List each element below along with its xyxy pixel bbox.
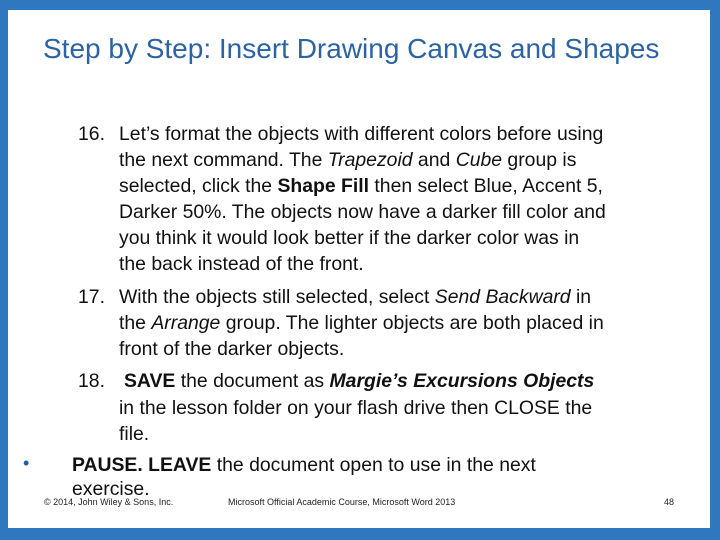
- footer-copyright: © 2014, John Wiley & Sons, Inc.: [44, 497, 174, 507]
- footer-course: Microsoft Official Academic Course, Microsoft Word 2013: [228, 497, 456, 507]
- step-18-number: 18.: [78, 370, 105, 392]
- footer-page-number: 48: [664, 497, 675, 507]
- slide-title: Step by Step: Insert Drawing Canvas and Shapes: [43, 33, 660, 64]
- step-17-number: 17.: [78, 286, 105, 308]
- slide: Step by Step: Insert Drawing Canvas and Shapes 16. Let’s format the objects with different colors before using the next command. The Trapezoid and Cube group is selected, click the Shape Fill then select Blue, Accent 5, Darker 50%. The objects now have a darker fill color and you think it would look better if the darker color was in the back instead of the front. 17. With the objects still selected, select Send Backward in the Arrange group. The lighter objects are both placed in front of the darker objects. 18. SAVE the document as Margie’s Excursions Objects in the lesson folder on your flash drive then CLOSE the file. • PAUSE. LEAVE the document open to use in the next exercise. © 2014, John Wiley & Sons, Inc. Microsoft Official Academic Course, Microsoft Word 2013 48: [0, 0, 720, 540]
- bullet-marker: •: [23, 453, 30, 473]
- step-16-number: 16.: [78, 123, 105, 145]
